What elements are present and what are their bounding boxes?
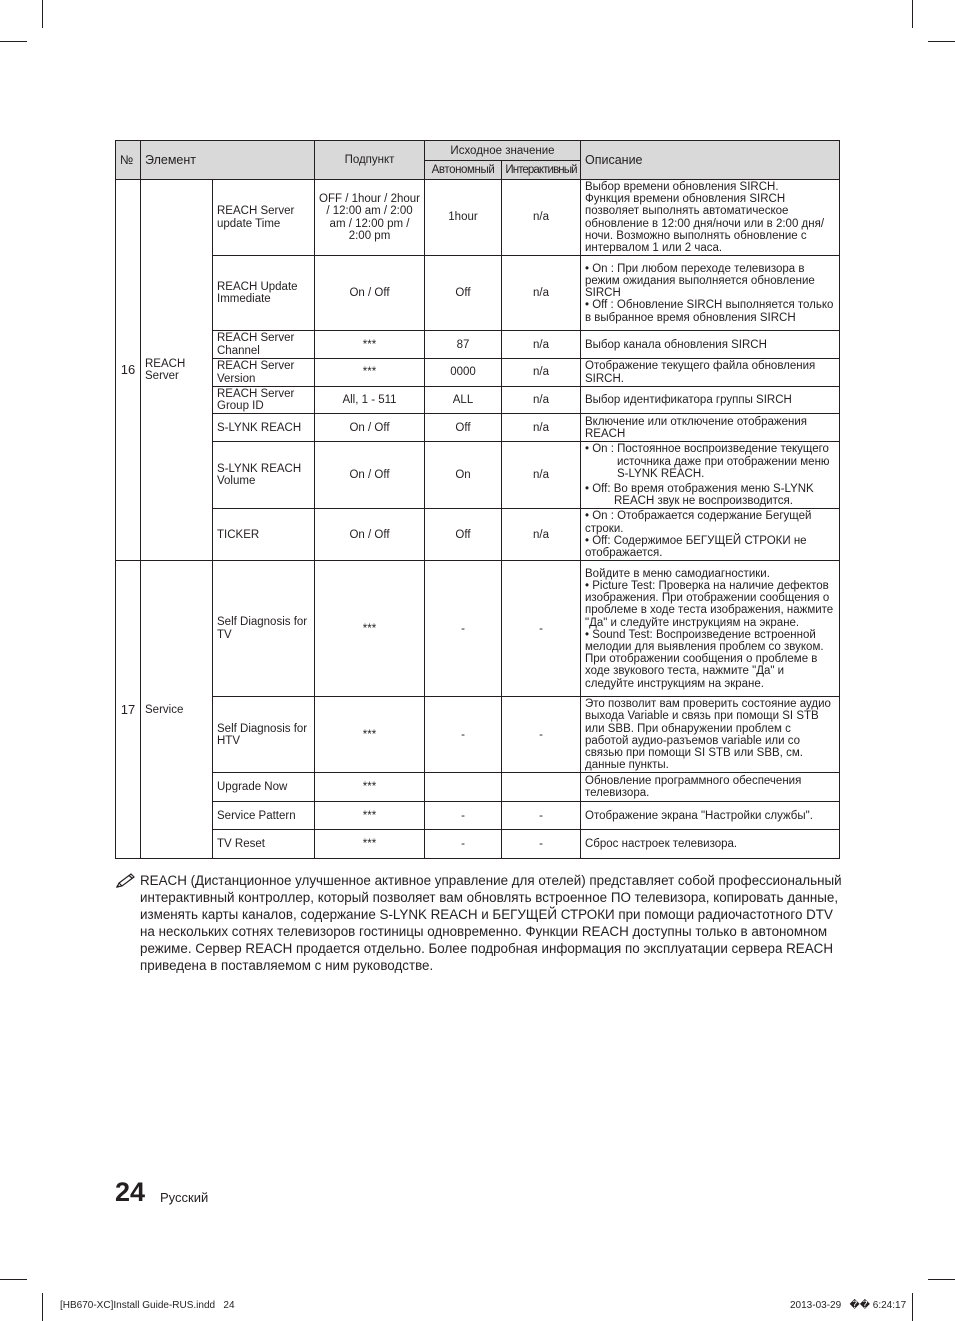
- table-row: [116, 386, 840, 414]
- row-subitem: ***: [315, 359, 425, 387]
- desc-bullet-on-continuation: источника даже при отображении меню S-LYNK REACH.: [617, 455, 830, 480]
- row-item: Upgrade Now: [213, 773, 315, 802]
- row-standalone: ALL: [425, 386, 502, 414]
- row-subitem: ***: [315, 561, 425, 697]
- desc-bullet-on: • On : Постоянное воспроизведение текущего: [585, 443, 829, 456]
- row-standalone: 0000: [425, 359, 502, 387]
- row-item: Self Diagnosis for HTV: [213, 697, 315, 773]
- row-description: Включение или отключение отображения REACH: [581, 414, 840, 442]
- table-row: [116, 442, 840, 509]
- header-initial-value: Исходное значение: [425, 141, 581, 161]
- table-row: [116, 359, 840, 387]
- page-number: 24: [115, 1177, 146, 1207]
- row-interactive: n/a: [502, 359, 581, 387]
- row-description: Выбор идентификатора группы SIRCH: [581, 386, 840, 414]
- table-row: [116, 773, 840, 802]
- table-row: [116, 561, 840, 697]
- crop-mark: [928, 41, 955, 42]
- row-description: Выбор канала обновления SIRCH: [581, 331, 840, 359]
- group-number: 16: [116, 180, 141, 561]
- row-item: S-LYNK REACH Volume: [213, 442, 315, 509]
- row-standalone: 87: [425, 331, 502, 359]
- row-interactive: n/a: [502, 442, 581, 509]
- desc-bullet-off-continuation: REACH звук не воспроизводится.: [614, 495, 793, 508]
- row-standalone: On: [425, 442, 502, 509]
- table-row: [116, 331, 840, 359]
- row-standalone: Off: [425, 414, 502, 442]
- table-row: [116, 509, 840, 561]
- table-row: [116, 802, 840, 830]
- crop-mark: [42, 0, 43, 28]
- row-standalone: -: [425, 802, 502, 830]
- crop-mark: [912, 1293, 913, 1321]
- row-item: Self Diagnosis for TV: [213, 561, 315, 697]
- row-item: S-LYNK REACH: [213, 414, 315, 442]
- row-subitem: All, 1 - 511: [315, 386, 425, 414]
- row-interactive: -: [502, 802, 581, 830]
- row-interactive: -: [502, 561, 581, 697]
- group-element: REACH Server: [141, 180, 213, 561]
- row-standalone: -: [425, 561, 502, 697]
- table-row: [116, 256, 840, 331]
- row-item: REACH Update Immediate: [213, 256, 315, 331]
- row-subitem: On / Off: [315, 256, 425, 331]
- footer-timestamp: 2013-03-29 �� 6:24:17: [790, 1300, 907, 1311]
- pencil-icon: [115, 872, 137, 890]
- row-item: REACH Server Version: [213, 359, 315, 387]
- row-subitem: ***: [315, 830, 425, 859]
- row-subitem: ***: [315, 773, 425, 802]
- table-row: [116, 414, 840, 442]
- row-interactive: n/a: [502, 331, 581, 359]
- crop-mark: [42, 1293, 43, 1321]
- row-description: [581, 442, 840, 509]
- row-item: REACH Server update Time: [213, 180, 315, 256]
- row-description: Сброс настроек телевизора.: [581, 830, 840, 859]
- row-standalone: Off: [425, 256, 502, 331]
- row-description: Обновление программного обеспечения телевизора.: [581, 773, 840, 802]
- crop-mark: [928, 1279, 955, 1280]
- table-row: [116, 697, 840, 773]
- header-element: Элемент: [141, 141, 315, 180]
- row-standalone: -: [425, 830, 502, 859]
- header-description: Описание: [581, 141, 840, 180]
- row-subitem: On / Off: [315, 414, 425, 442]
- desc-bullet-off: • Off: Во время отображения меню S-LYNK: [585, 483, 814, 496]
- row-standalone: Off: [425, 509, 502, 561]
- crop-mark: [0, 1279, 27, 1280]
- row-standalone: 1hour: [425, 180, 502, 256]
- row-interactive: n/a: [502, 256, 581, 331]
- row-interactive: n/a: [502, 180, 581, 256]
- row-subitem: ***: [315, 802, 425, 830]
- row-description: Это позволит вам проверить состояние аудио выхода Variable и связь при помощи SI STB или SBB. При обнаружении проблем с работой аудио-разъемов variable или со связью при помощи SI STB или SBB, см. данные пункты.: [581, 697, 840, 773]
- row-item: REACH Server Channel: [213, 331, 315, 359]
- row-description: Отображение текущего файла обновления SIRCH.: [581, 359, 840, 387]
- header-standalone: Автономный: [425, 161, 502, 180]
- row-item: TICKER: [213, 509, 315, 561]
- crop-mark: [0, 41, 27, 42]
- row-interactive: [502, 773, 581, 802]
- settings-table: [115, 140, 840, 859]
- row-description: Отображение экрана "Настройки службы".: [581, 802, 840, 830]
- row-interactive: n/a: [502, 509, 581, 561]
- row-subitem: OFF / 1hour / 2hour / 12:00 am / 2:00 am / 12:00 pm / 2:00 pm: [315, 180, 425, 256]
- row-interactive: n/a: [502, 414, 581, 442]
- header-num: №: [116, 141, 141, 180]
- note-text: REACH (Дистанционное улучшенное активное управление для отелей) представляет собой профессиональный интерактивный контроллер, который позволяет вам обновлять встроенное ПО телевизора, копировать данные, изменять карты каналов, содержание S-LYNK REACH и БЕГУЩЕЙ СТРОКИ при помощи радиочастотного DTV на нескольких сотнях телевизоров гостиницы одновременно. Функции REACH доступны только в автономном режиме. Сервер REACH продается отдельно. Более подробная информация по эксплуатации сервера REACH приведена в поставляемом с ним руководстве.: [140, 873, 842, 973]
- table-row: [116, 180, 840, 256]
- footer-file-info: [HB670-XC]Install Guide-RUS.indd 24: [60, 1300, 235, 1311]
- row-item: TV Reset: [213, 830, 315, 859]
- header-interactive: Интерактивный: [502, 161, 581, 180]
- row-interactive: n/a: [502, 386, 581, 414]
- row-description: • On : При любом переходе телевизора в режим ожидания выполняется обновление SIRCH • Off : Обновление SIRCH выполняется только в выбранное время обновления SIRCH: [581, 256, 840, 331]
- group-element: Service: [141, 561, 213, 859]
- crop-mark: [912, 0, 913, 28]
- page-language: Русский: [160, 1190, 209, 1205]
- row-standalone: -: [425, 697, 502, 773]
- row-subitem: On / Off: [315, 509, 425, 561]
- header-subitem: Подпункт: [315, 141, 425, 180]
- row-subitem: ***: [315, 697, 425, 773]
- row-description: Войдите в меню самодиагностики. • Picture Test: Проверка на наличие дефектов изображения. При отображении сообщения о проблеме в ходе теста изображения, нажмите "Да" и следуйте инструкциям на экране. • Sound Test: Воспроизведение встроенной мелодии для выявления проблем со звуком. При отображении сообщения о проблеме в ходе звукового теста, нажмите "Да" и следуйте инструкциям на экране.: [581, 561, 840, 697]
- row-item: REACH Server Group ID: [213, 386, 315, 414]
- row-interactive: -: [502, 697, 581, 773]
- note: [115, 872, 845, 974]
- table-row: [116, 830, 840, 859]
- row-subitem: ***: [315, 331, 425, 359]
- row-standalone: [425, 773, 502, 802]
- row-description: • On : Отображается содержание Бегущей строки. • Off: Содержимое БЕГУЩЕЙ СТРОКИ не отображается.: [581, 509, 840, 561]
- group-number: 17: [116, 561, 141, 859]
- row-interactive: -: [502, 830, 581, 859]
- row-subitem: On / Off: [315, 442, 425, 509]
- row-item: Service Pattern: [213, 802, 315, 830]
- row-description: Выбор времени обновления SIRCH. Функция времени обновления SIRCH позволяет выполнять автоматическое обновление в 12:00 дня/ночи или в 2:00 дня/ночи. Возможно выполнять обновление с интервалом 1 или 2 часа.: [581, 180, 840, 256]
